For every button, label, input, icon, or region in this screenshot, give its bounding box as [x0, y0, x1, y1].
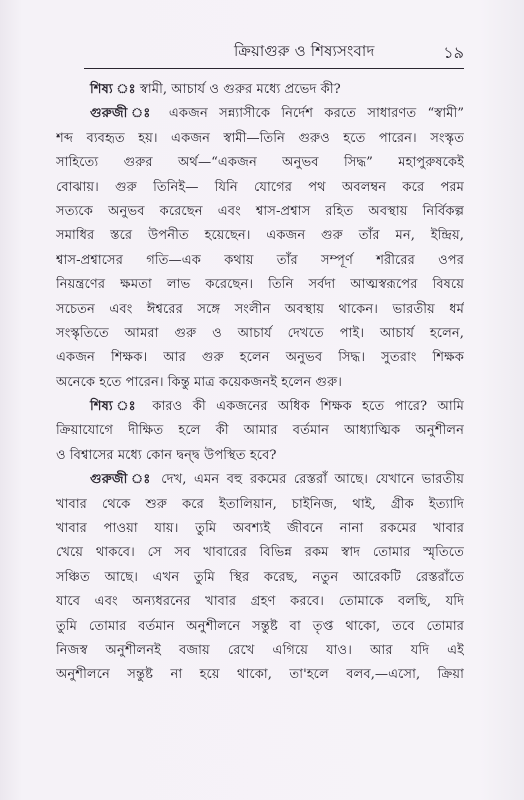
speaker-label: গুরুজী ঃ	[90, 472, 154, 488]
paragraph-line: খাবার পাওয়া যায়। তুমি অবশ্যই জীবনে নানা রকমের খাবার	[56, 521, 464, 537]
paragraph-line: একজন শিক্ষক। আর গুরু হলেন অনুভব সিদ্ধ। সুতরাং শিক্ষক	[56, 350, 464, 366]
paragraph-line: সঞ্চিত আছে। এখন তুমি স্থির করেছ, নতুন আরেকটি রেস্তরাঁতে	[56, 569, 464, 585]
speaker-label: শিষ্য ঃ	[90, 82, 136, 97]
line-text: স্বামী, আচার্য ও গুরুর মধ্যে প্রভেদ কী?	[139, 82, 341, 97]
paragraph-line: সংস্কৃতিতে আমরা গুরু ও আচার্য দেখতে পাই। আচার্য হলেন,	[56, 325, 464, 341]
paragraph-line: বোঝায়। গুরু তিনিই— যিনি যোগের পথ অবলম্বন করে পরম	[56, 179, 464, 195]
paragraph-line	[56, 78, 464, 102]
paragraph-line: খেয়ে থাকবে। সে সব খাবারের বিভিন্ন রকম স্বাদ তোমার স্মৃতিতে	[56, 545, 464, 561]
paragraph-line: ও বিশ্বাসের মধ্যে কোন দ্বন্দ্ব উপস্থিত হবে?	[56, 447, 277, 463]
paragraph-line: সমাধির স্তরে উপনীত হয়েছেন। একজন গুরু তাঁর মন, ইন্দ্রিয়,	[56, 228, 464, 244]
paragraph-line	[56, 395, 464, 419]
paragraph-line: অনেকে হতে পারেন। কিন্তু মাত্র কয়েকজনই হলেন গুরু।	[56, 374, 342, 390]
paragraph-line: সাহিত্যে গুরুর অর্থ—“একজন অনুভব সিদ্ধ” মহাপুরুষকেই	[56, 155, 464, 171]
paragraph-line: সত্যকে অনুভব করেছেন এবং শ্বাস-প্রশ্বাস রহিত অবস্থায় নির্বিকল্প	[56, 203, 464, 219]
paragraph-line: খাবার থেকে শুরু করে ইতালিয়ান, চাইনিজ, থাই, গ্রীক ইত্যাদি	[56, 496, 464, 512]
running-header	[84, 36, 474, 64]
paragraph-line: অনুশীলনে সন্তুষ্ট না হয়ে থাকো, তা'হলে বলব,—এসো, ক্রিয়া	[56, 667, 464, 683]
speaker-label: শিষ্য ঃ	[90, 399, 142, 415]
line-text: দেখ, এমন বহু রকমের রেস্তরাঁ আছে। যেখানে ভারতীয়	[161, 472, 464, 488]
line-text: একজন সন্ন্যাসীকে নির্দেশ করতে সাধারণত “স্বামী”	[168, 106, 464, 122]
paragraph-line: তুমি তোমার বর্তমান অনুশীলনে সন্তুষ্ট বা তৃপ্ত থাকো, তবে তোমার	[56, 618, 464, 634]
page-number: ১৯	[443, 43, 464, 62]
paragraph-line: নিজস্ব অনুশীলনই বজায় রেখে এগিয়ে যাও। আর যদি এই	[56, 642, 464, 658]
page-body	[56, 78, 464, 688]
paragraph-line: যাবে এবং অন্যধরনের খাবার গ্রহণ করবে। তোমাকে বলছি, যদি	[56, 594, 464, 610]
speaker-label: গুরুজী ঃ	[90, 106, 158, 122]
paragraph-line: শ্বাস-প্রশ্বাসের গতি—এক কথায় তাঁর সম্পূর্ণ শরীরের ওপর	[56, 252, 464, 268]
line-text: কারও কী একজনের অধিক শিক্ষক হতে পারে? আমি	[152, 399, 464, 415]
paragraph-line: সচেতন এবং ঈশ্বরের সঙ্গে সংলীন অবস্থায় থাকেন। ভারতীয় ধর্ম	[56, 301, 464, 317]
chapter-title: ক্রিয়াগুরু ও শিষ্যসংবাদ	[234, 42, 375, 60]
paragraph-line	[56, 102, 464, 126]
paragraph-line: শব্দ ব্যবহৃত হয়। একজন স্বামী—তিনি গুরুও হতে পারেন। সংস্কৃত	[56, 130, 464, 146]
header-rule	[84, 68, 464, 69]
paragraph-line: ক্রিয়াযোগে দীক্ষিত হলে কী আমার বর্তমান আধ্যাত্মিক অনুশীলন	[56, 423, 464, 439]
paragraph-line: নিয়ন্ত্রণের ক্ষমতা লাভ করেছেন। তিনি সর্বদা আত্মস্বরূপের বিষয়ে	[56, 277, 464, 293]
paragraph-line	[56, 468, 464, 492]
